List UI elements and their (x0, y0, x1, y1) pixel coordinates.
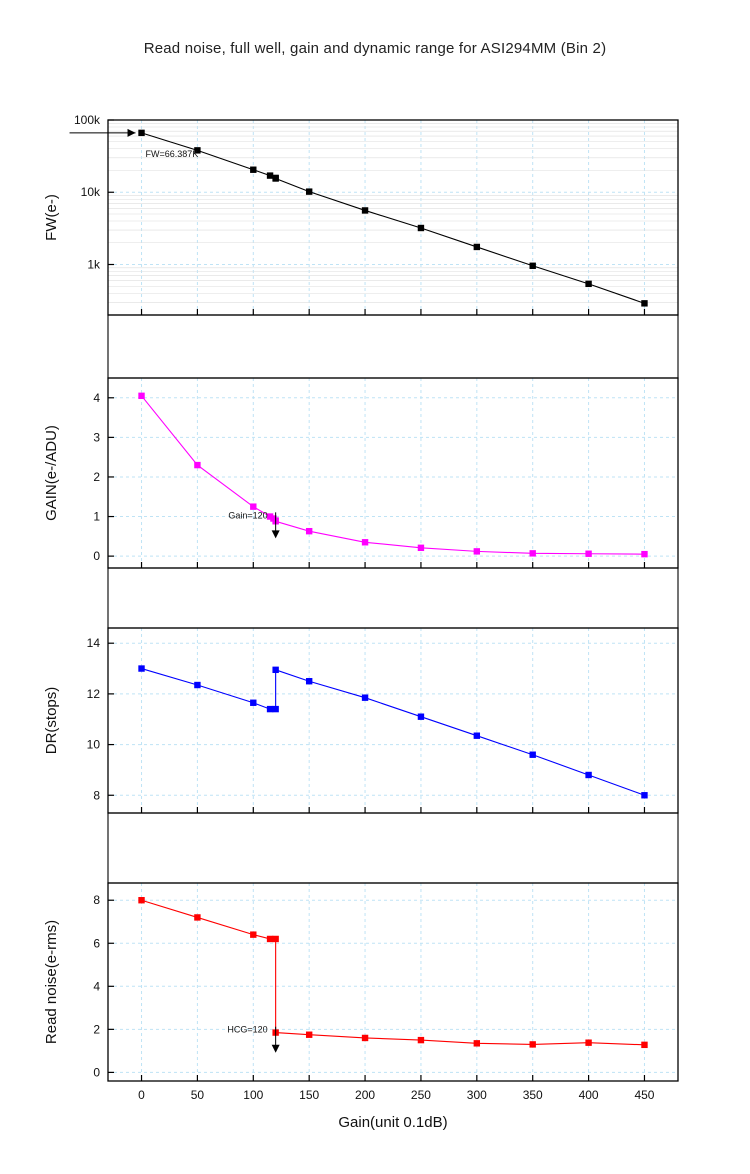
x-tick-label: 450 (634, 1088, 655, 1102)
data-point (267, 706, 273, 712)
data-point (530, 1041, 536, 1047)
data-point (585, 1039, 591, 1045)
data-point (474, 548, 480, 554)
data-point (418, 1037, 424, 1043)
series-line (142, 396, 645, 554)
data-point (585, 281, 591, 287)
y-tick-label: 10 (86, 737, 100, 752)
annotation-arrowhead (272, 1045, 280, 1053)
data-point (250, 700, 256, 706)
chart-title: Read noise, full well, gain and dynamic range for ASI294MM (Bin 2) (143, 40, 607, 57)
annotation-arrowhead (272, 530, 280, 538)
y-axis-label: GAIN(e-/ADU) (43, 425, 60, 521)
series-line (142, 669, 645, 796)
panel-read-noise (43, 883, 678, 1131)
y-tick-label: 4 (93, 390, 100, 405)
panel-dynamic-range (43, 628, 678, 813)
data-point (474, 733, 480, 739)
data-point (250, 931, 256, 937)
y-tick-label: 6 (93, 936, 100, 951)
x-tick-label: 150 (299, 1088, 320, 1102)
y-tick-label: 0 (93, 549, 100, 564)
data-point (641, 1042, 647, 1048)
data-point (272, 936, 278, 942)
data-point (362, 694, 368, 700)
y-tick-label: 2 (93, 469, 100, 484)
data-point (474, 244, 480, 250)
y-tick-label: 3 (93, 430, 100, 445)
data-point (306, 1032, 312, 1038)
panel-gap-frame (108, 813, 678, 883)
y-tick-label: 10k (80, 185, 100, 200)
series-line (142, 900, 645, 1045)
y-tick-label: 14 (86, 636, 100, 651)
data-point (585, 772, 591, 778)
data-point (418, 713, 424, 719)
data-point (306, 528, 312, 534)
panel-gain (43, 378, 678, 568)
y-tick-label: 8 (93, 893, 100, 908)
x-tick-label: 350 (522, 1088, 543, 1102)
panel-gap-frame (108, 568, 678, 628)
data-point (530, 263, 536, 269)
data-point (194, 914, 200, 920)
data-point (306, 678, 312, 684)
y-axis-label: DR(stops) (43, 686, 60, 755)
annotation-label: FW=66.387K (145, 148, 199, 159)
y-tick-label: 100k (73, 113, 100, 127)
y-tick-label: 12 (86, 686, 100, 701)
data-point (362, 539, 368, 545)
annotation-arrowhead (128, 129, 136, 137)
axis-frame (108, 378, 678, 568)
annotation-label: HCG=120 (227, 1024, 268, 1035)
data-point (530, 550, 536, 556)
data-point (250, 167, 256, 173)
y-tick-label: 0 (93, 1065, 100, 1080)
panel-full-well (43, 113, 678, 315)
y-tick-label: 2 (93, 1022, 100, 1037)
data-point (474, 1040, 480, 1046)
data-point (267, 936, 273, 942)
data-point (641, 300, 647, 306)
data-point (641, 551, 647, 557)
data-point (585, 551, 591, 557)
axis-frame (108, 628, 678, 813)
data-point (267, 172, 273, 178)
data-point (272, 706, 278, 712)
series-line (142, 133, 645, 303)
data-point (194, 682, 200, 688)
x-tick-label: 400 (578, 1088, 599, 1102)
y-axis-label: Read noise(e-rms) (43, 919, 60, 1045)
y-tick-label: 8 (93, 788, 100, 803)
x-tick-label: 200 (355, 1088, 376, 1102)
x-tick-label: 50 (190, 1088, 205, 1102)
y-tick-label: 4 (93, 979, 100, 994)
data-point (194, 462, 200, 468)
x-tick-label: 300 (466, 1088, 487, 1102)
data-point (138, 393, 144, 399)
data-point (138, 130, 144, 136)
data-point (138, 665, 144, 671)
data-point (272, 175, 278, 181)
data-point (272, 667, 278, 673)
x-tick-label: 100 (243, 1088, 264, 1102)
data-point (138, 897, 144, 903)
annotation-label: Gain=120 (228, 510, 268, 521)
data-point (418, 225, 424, 231)
data-point (362, 207, 368, 213)
y-tick-label: 1 (93, 509, 100, 524)
data-point (362, 1035, 368, 1041)
x-tick-label: 0 (138, 1088, 145, 1102)
data-point (641, 792, 647, 798)
x-axis-label: Gain(unit 0.1dB) (338, 1114, 448, 1131)
panel-gap-frame (108, 315, 678, 378)
y-tick-label: 1k (87, 257, 100, 272)
data-point (530, 752, 536, 758)
data-point (306, 188, 312, 194)
y-axis-label: FW(e-) (43, 194, 60, 241)
data-point (250, 503, 256, 509)
axis-frame (108, 883, 678, 1081)
data-point (418, 545, 424, 551)
x-tick-label: 250 (410, 1088, 431, 1102)
